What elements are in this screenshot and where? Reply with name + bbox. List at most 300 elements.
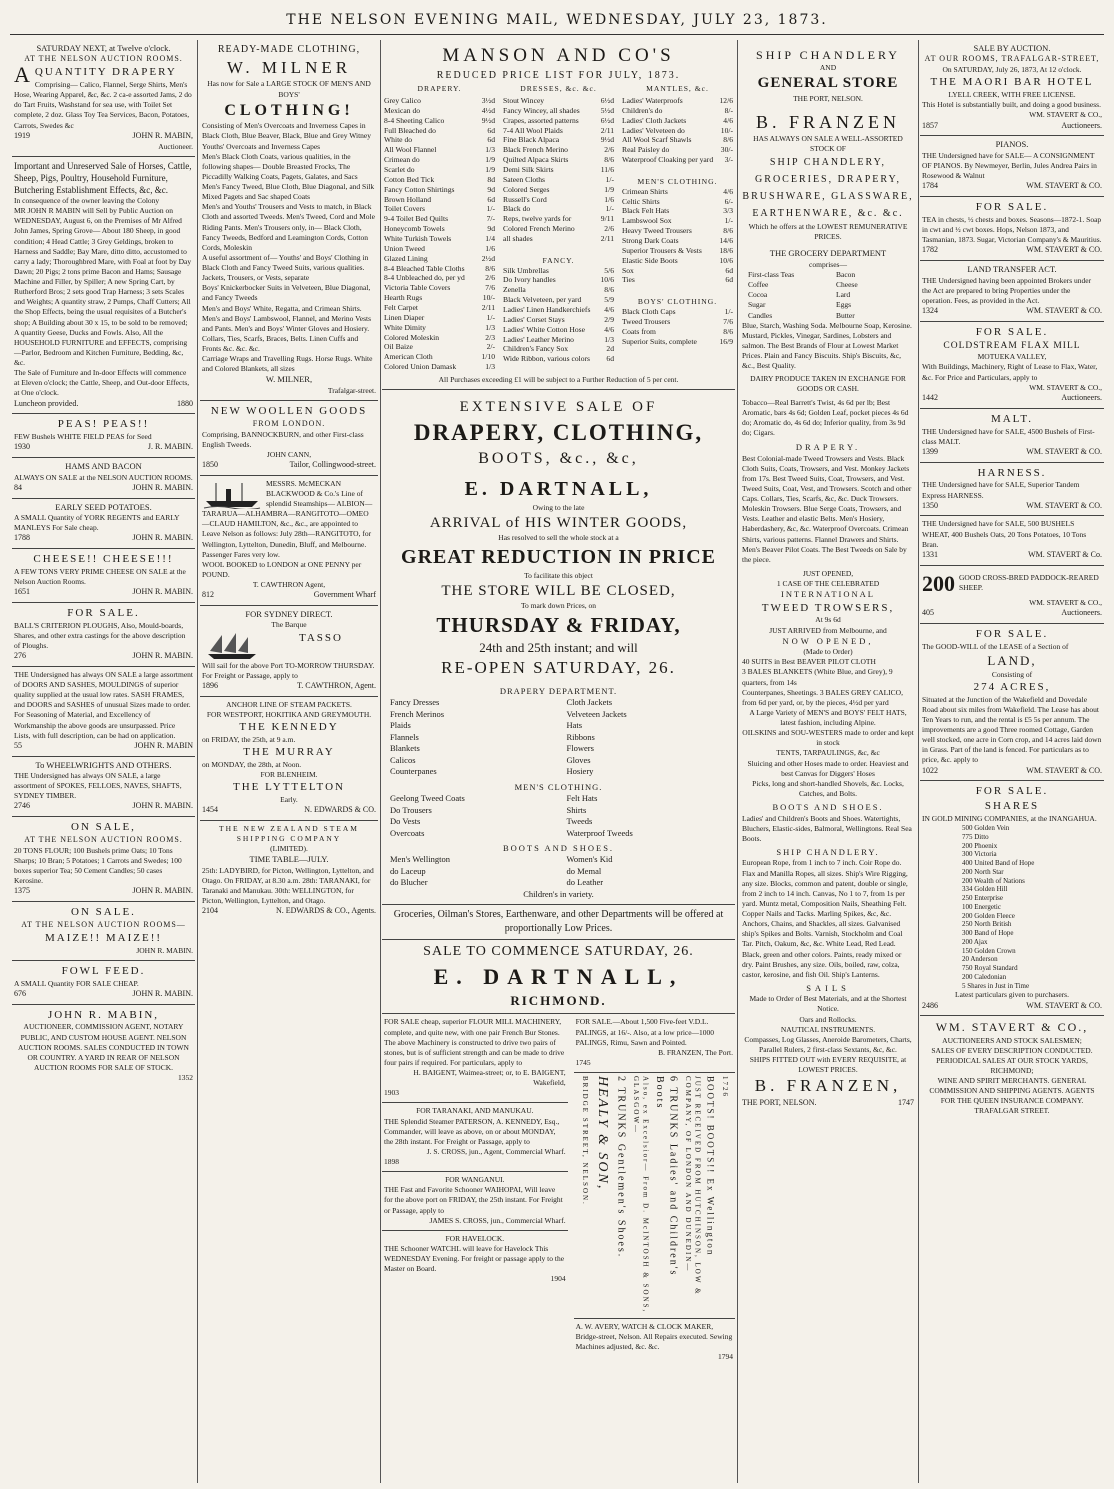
price-row (503, 126, 614, 136)
ad-title: TASSO (299, 631, 343, 644)
list-item: 150 Golden Crown (962, 946, 1016, 955)
ad-heading: FOR SALE. (975, 785, 1049, 798)
ad-text: The GOOD-WILL of the LEASE of a Section of (922, 642, 1069, 652)
ad-heading: FOR TARANAKI, AND MANUKAU. (416, 1106, 534, 1116)
price-item: 7-4 All Wool Plaids (503, 125, 563, 135)
list-item: Felt Hats (566, 793, 598, 804)
price-item: Lambswool Sox (622, 216, 672, 226)
ad-text: Made to Order of Best Materials, and at the Shortest Notice. (749, 994, 907, 1014)
ad-heading: EXTENSIVE SALE OF (459, 399, 658, 416)
ad-number: 1930 (14, 442, 30, 452)
price-value: 3/3 (723, 206, 733, 216)
ad-text: Groceries, Oilman's Stores, Earthenware, and other Departments will be offered at proportionally Low Prices. (393, 909, 724, 934)
ad-signature: WM. STAVERT & CO. (1026, 1000, 1102, 1010)
price-item: Stout Wincey (503, 96, 545, 105)
price-item: Hearth Rugs (384, 293, 423, 303)
merchant-name: HEALY & SON, (595, 1076, 611, 1191)
ad-number: 1784 (922, 181, 938, 191)
ad-heading: FOR SYDNEY DIRECT. (245, 608, 333, 619)
price-item: 8-4 Bleached Table Cloths (384, 263, 465, 273)
list-item: Gloves (566, 754, 591, 765)
price-value: 8/6 (723, 135, 733, 145)
ad-maori-bar-hotel (920, 40, 1104, 136)
ad-heading: CHEESE!! CHEESE!!! (33, 553, 174, 566)
dept-heading: DRAPERY DEPARTMENT. (499, 685, 618, 696)
ad-wanganui (382, 1172, 568, 1231)
price-row (622, 297, 733, 307)
price-row (384, 204, 495, 214)
ad-body: Blue, Starch, Washing Soda. Melbourne Soap, Kerosine. Mustard, Pickles, Vinegar, Sardines, Lobsters and salmon. The Best Brands of Flour at Lowest Market Prices. Plain and Fancy Biscuits. Ship's Biscuits, &c, &c., Best Quality. (742, 320, 912, 371)
dept-heading: JUST OPENED, (802, 568, 854, 578)
price-item: Black do (503, 204, 531, 214)
column-rule (737, 40, 738, 1483)
list-item: Waterproof Tweeds (566, 827, 633, 838)
dept-heading: SHIP CHANDLERY. (776, 846, 880, 857)
ad-highlight: RE-OPEN SATURDAY, 26. (441, 657, 676, 677)
price-item: Elastic Side Boots (622, 255, 678, 265)
ad-ploughs (12, 603, 195, 667)
drop-cap: A (14, 62, 32, 88)
ad-text: 24th and 25th instant; and will (479, 640, 638, 656)
ad-number: 405 (922, 608, 934, 618)
ad-havelock (382, 1231, 568, 1289)
price-row (622, 256, 733, 266)
price-value: 1/6 (485, 243, 495, 253)
ad-harness (920, 463, 1104, 517)
column-rule (380, 40, 381, 1483)
ad-address: Government Wharf (313, 590, 376, 600)
ad-on-sale-flour (12, 817, 195, 902)
ad-heading: LAND TRANSFER ACT. (967, 264, 1057, 275)
ad-number: 1794 (717, 1352, 733, 1362)
price-row (503, 335, 614, 345)
ad-number: 1375 (14, 886, 30, 896)
list-item: 200 Golden Fleece (962, 911, 1015, 920)
ad-body: Men's and Youths' Trousers and Vests to match, in Black Cloth and assorted Tweeds. Men's Tweed, Cord and Mole Riding Pants. Men's Trousers only, in— Black Cloth, Fancy Tweeds, Bedford and Leamington Cords, Cotton Cords, Moleskin (202, 202, 375, 252)
ad-number: 2104 (202, 906, 218, 916)
list-item: do Leather (566, 877, 604, 888)
price-value: 8/6 (723, 326, 733, 336)
ship-name: THE MURRAY (243, 745, 335, 758)
price-value: 1/- (724, 307, 733, 317)
ad-title: QUANTITY DRAPERY (34, 66, 177, 79)
price-item: Ladies' Linen Handkerchiefs (503, 305, 591, 315)
price-value: 1/9 (485, 165, 495, 175)
price-value: 4/6 (723, 115, 733, 125)
ad-subheading: AT THE NELSON AUCTION ROOMS. (24, 835, 183, 845)
price-row (503, 224, 614, 234)
ad-address: BRIDGE STREET, NELSON. (581, 1076, 590, 1206)
ad-highlight: THE STORE WILL BE CLOSED, (441, 582, 676, 599)
price-item: Fancy Cotton Shirtings (384, 184, 455, 194)
price-item: Children's do (622, 105, 663, 115)
price-row (622, 106, 733, 116)
merchant-name: E. DARTNALL, (433, 964, 684, 990)
masthead-rule (10, 34, 1104, 35)
list-item: Plaids (390, 720, 411, 731)
ad-address: THE PORT, NELSON. (793, 93, 863, 103)
price-row (503, 175, 614, 185)
ad-number: 1919 (14, 130, 30, 140)
ad-heading: FOR SALE. (975, 628, 1049, 641)
ad-palings (574, 1014, 735, 1073)
price-item: Demi Silk Skirts (503, 165, 554, 175)
column-rule (918, 40, 919, 1483)
ad-text: Which he offers at the LOWEST REMUNERATIVE PRICES. (748, 222, 908, 242)
price-item: MEN'S CLOTHING. (637, 176, 718, 186)
ad-subheading: AT THE NELSON AUCTION ROOMS— (21, 920, 186, 930)
price-row (622, 187, 733, 197)
ad-number: 1880 (177, 398, 193, 408)
price-item: Grey Calico (384, 96, 421, 105)
ad-body: THE Undersigned has always ON SALE a large assortment of DOORS AND SASHES, MOULDINGS of superior quality supplied at the usual low rates. SASH FRAMES, and DOORS and SASHES of unusual Sizes made to order. For Seasoning of Material, and Excellency of Workmanship the above goods are unsurpassed. Price Lists, with full description, can be had on application. (14, 669, 193, 740)
price-row (503, 135, 614, 145)
price-value: 2/11 (600, 125, 614, 135)
price-row (384, 195, 495, 205)
price-row (384, 106, 495, 116)
price-row (384, 264, 495, 274)
price-item: Colored French Merino (503, 224, 575, 234)
price-value: 12/6 (719, 96, 733, 105)
ad-body: WINE AND SPIRIT MERCHANTS. GENERAL COMMISSION AND SHIPPING AGENTS. AGENTS FOR THE QUEEN INSURANCE COMPANY. (929, 1076, 1095, 1106)
ad-signature: WM. STAVERT & CO. (1026, 181, 1102, 191)
price-row (503, 244, 614, 254)
price-row (622, 226, 733, 236)
price-value: 1/3 (485, 145, 495, 155)
ad-subheading: (LIMITED). (270, 843, 308, 853)
price-item: Ladies' Leather Merino (503, 334, 574, 344)
ad-body: European Rope, from 1 inch to 7 inch. Coir Rope do. Flax and Manilla Ropes, all sizes. Ship's Wire Rigging, any size. Blocks, common and patent, double or single, from 2 inch to 14 inch. Canvas, No 1 to 7, from 1s per yard. Muntz metal, Composition Nails, Sheathing Felt. Copper Nails and Tacks. Marling Spikes, &c, &c. Anchors, Chains, and Shackles, all sizes. Galvanised ship's Spikes and Bolts. Varnish, Stockholm and Coal Tar. Pitch, Oakum, &c, &c. White Lead, Red Lead. Black, green and other colors. Paints, ready mixed or dry. Paint Brushes, any size. Oils, boiled, raw, colza, castor, kerosine, and fish Oil. Ship's Lanterns. (742, 858, 908, 979)
ad-heading: PIANOS. (995, 139, 1029, 150)
price-item: Fancy Wincey, all shades (503, 105, 580, 115)
ad-heading: FOR SALE. (975, 201, 1049, 214)
ad-cheese (12, 549, 195, 603)
price-row (622, 126, 733, 136)
ad-subheading: FOR BLENHEIM. (260, 769, 318, 779)
ship-departure: on FRIDAY, the 25th, at 9 a.m. (202, 734, 296, 744)
ad-quantity: 200 (922, 570, 955, 596)
mens-clothing-list (384, 793, 733, 839)
price-item: Colored Moleskin (384, 332, 440, 342)
ad-signature: J. R. MABIN. (147, 442, 193, 452)
list-item: Do Vests (390, 816, 421, 827)
price-row (503, 165, 614, 175)
ad-body: A FEW TONS VERY PRIME CHEESE ON SALE at the Nelson Auction Rooms. (14, 566, 186, 587)
ad-heading: MALT. (990, 412, 1034, 425)
ad-hams (12, 458, 195, 498)
price-value: 5½d (600, 105, 614, 115)
price-row (622, 155, 733, 165)
ad-body: TEA in chests, ½ chests and boxes. Seasons—1872-1. Soap in cwt and ½ cwt boxes. Hops, Nelson 1873, and Tasmanian, 1873. Sugar, Victorian Company's & Mauritius. (922, 214, 1102, 245)
ad-signature: W. MILNER, (265, 374, 313, 385)
ad-number: 1350 (922, 500, 938, 510)
price-item: Crapes, assorted patterns (503, 115, 579, 125)
list-item: 300 Victoria (962, 850, 997, 859)
ad-text: To mark down Prices, on (520, 600, 597, 610)
masthead: THE NELSON EVENING MAIL, WEDNESDAY, JULY 23, 1873. (286, 12, 828, 28)
ad-flax-mill (920, 322, 1104, 409)
ad-signature: N. EDWARDS & CO. (304, 804, 376, 814)
ad-pianos (920, 136, 1104, 197)
ad-title: GENERAL STORE (757, 75, 899, 92)
price-row (622, 165, 733, 175)
price-item: Fine Black Alpaca (503, 135, 560, 145)
ad-body: Men's Black Cloth Coats, various qualities, in the following shapes— Double Breasted Frocks, The Piccadilly Walking Coats, Pagets, Galates, and Sacs (202, 151, 358, 181)
list-item: Blankets (390, 743, 420, 754)
price-row (622, 197, 733, 207)
ad-body: FOR SALE cheap, superior FLOUR MILL MACHINERY, complete, and quite new, with one pair French Bur Stones. The above Machinery is constructed to drive two pairs of stones, but is of sufficient strength and can be made to drive four pairs if required. For particulars, apply to (384, 1017, 565, 1067)
ad-franzen-store (740, 40, 916, 1113)
price-row (384, 333, 495, 343)
list-item: 200 Ajax (962, 937, 988, 946)
list-item: Sugar (748, 300, 766, 310)
list-item: 20 Anderson (962, 955, 998, 964)
price-row (384, 145, 495, 155)
ad-subheading: In consequence of the owner leaving the Colony (14, 196, 160, 206)
list-item: Candles (748, 310, 773, 320)
price-item (622, 285, 624, 295)
price-item: Sateen Cloths (503, 174, 545, 184)
ad-note: DAIRY PRODUCE TAKEN IN EXCHANGE FOR GOODS OR CASH. (750, 374, 906, 394)
ad-body: ALWAYS ON SALE at the NELSON AUCTION ROOMS. (14, 472, 193, 482)
list-item: Bacon (836, 270, 856, 280)
price-item: 8-4 Unbleached do, per yd (384, 273, 465, 283)
ad-number: 1331 (922, 549, 938, 559)
price-column-heading: DRAPERY. (417, 84, 462, 94)
ad-wheelwrights (12, 757, 195, 818)
ad-text: 40 SUITS in Best BEAVER PILOT CLOTH (742, 657, 876, 667)
price-row (384, 303, 495, 313)
ad-dartnall-sale (382, 390, 735, 905)
list-item: Tweeds (566, 816, 593, 827)
list-item: Overcoats (390, 827, 425, 838)
price-value: 16/9 (719, 336, 733, 346)
list-item: 5 Shares in Just in Time (962, 981, 1030, 990)
price-value: 6d (606, 354, 614, 364)
ad-signature: WM. STAVERT & CO. (1026, 446, 1102, 456)
price-value: 6d (725, 275, 733, 285)
list-item: Eggs (836, 300, 851, 310)
ad-number: 1850 (202, 460, 218, 470)
dept-heading: MEN'S CLOTHING. (514, 781, 603, 792)
list-item: Butter (836, 310, 855, 320)
ad-text: Owing to the late (532, 503, 585, 513)
price-item: Linen Diaper (384, 312, 425, 322)
list-item: 200 Caledonian (962, 972, 1007, 981)
ad-heading: JOHN R. MABIN, (47, 1008, 160, 1021)
price-value: 9d (487, 184, 495, 194)
ad-title: THE MAORI BAR HOTEL (930, 76, 1094, 89)
ad-milner-clothing (200, 40, 378, 401)
price-item: Glazed Lining (384, 253, 428, 263)
price-value: 2/3 (485, 332, 495, 342)
price-value: 2/9 (604, 314, 614, 324)
ad-body: THE Undersigned have for SALE— A CONSIGNMENT OF PIANOS. By Newmeyer, Berlin, Jules Andrea Pairs in Rosewood & Walnut (922, 150, 1097, 181)
price-item: Mexican do (384, 105, 421, 115)
list-item: French Merinos (390, 708, 445, 719)
ad-flour-mill (382, 1014, 568, 1103)
ad-text: OILSKINS and SOU-WESTERS made to order and kept in stock (742, 728, 914, 748)
price-value: 10/6 (719, 255, 733, 265)
ad-heading: SHIP CHANDLERY (756, 48, 900, 62)
ad-body: A SMALL Quantity of YORK REGENTS and EARLY MANLEYS For Sale cheap. (14, 513, 180, 533)
price-item: Ladies' Waterproofs (622, 96, 683, 105)
price-value: 3/- (724, 155, 733, 165)
price-value: 6d (487, 125, 495, 135)
price-row (384, 155, 495, 165)
steamship-illustration (202, 479, 262, 509)
ad-heading: SALE BY AUCTION. (973, 43, 1051, 53)
price-value: 9½d (481, 115, 495, 125)
ad-number: 1324 (922, 305, 938, 315)
price-value: 14/6 (719, 236, 733, 246)
price-row (622, 337, 733, 347)
list-item: Ribbons (566, 731, 595, 742)
price-value: 8/- (724, 105, 733, 115)
price-item: Real Paisley do (622, 145, 670, 155)
ad-number: 55 (14, 740, 22, 750)
ad-heading: FOR WANGANUI. (445, 1175, 505, 1185)
price-value: 7/6 (485, 283, 495, 293)
ad-signature: JAMES S. CROSS, jun., Commercial Wharf. (429, 1215, 566, 1225)
list-left (390, 697, 557, 777)
price-row (503, 344, 614, 354)
ad-subheading: AT THE NELSON AUCTION ROOMS. (24, 54, 183, 64)
price-item: Zenella (503, 285, 526, 295)
price-value: 1/9 (485, 155, 495, 165)
ad-title-2: CLOTHING! (224, 101, 354, 119)
price-column-heading: MANTLES, &c. (646, 84, 709, 94)
list-item: Men's Wellington (390, 854, 450, 865)
ad-body: Consisting of Men's Overcoats and Inverness Capes in Black Cloth, Blue Beaver, Black, Blue and Grey Witney (202, 121, 372, 141)
ad-number: 1442 (922, 392, 938, 402)
list-item: Do Trousers (390, 804, 432, 815)
ad-address: Trafalgar-street. (327, 385, 376, 395)
ad-number: 1454 (202, 804, 218, 814)
ad-heading: ANCHOR LINE OF STEAM PACKETS. (226, 699, 352, 709)
ad-body: SALES OF EVERY DESCRIPTION CONDUCTED. PERIODICAL SALES AT OUR STOCK YARDS, RICHMOND; (931, 1045, 1093, 1075)
list-right (567, 697, 734, 777)
column-5 (920, 40, 1104, 1483)
list-item: Velveteen Jackets (566, 708, 627, 719)
ad-subheading: FOR WESTPORT, HOKITIKA AND GREYMOUTH. (206, 709, 372, 719)
ad-dartnall-groceries (382, 905, 735, 940)
list-item: 750 Royal Standard (962, 964, 1018, 973)
list-item: 775 Ditto (962, 832, 989, 841)
ad-maize (12, 902, 195, 961)
price-row (503, 96, 614, 106)
ad-heading: NEW WOOLLEN GOODS (210, 405, 368, 417)
price-row (384, 293, 495, 303)
ad-drapery-auction (12, 40, 195, 157)
price-item: Victoria Table Covers (384, 283, 451, 293)
price-item: Oil Baize (384, 342, 413, 352)
ad-body: Comprising, BANNOCKBURN, and other First-class English Tweeds. (202, 429, 364, 449)
price-value: 1/- (486, 204, 495, 214)
ad-signature: JOHN CANN, (266, 449, 312, 459)
ad-signature: WM. STAVERT & CO. (1026, 245, 1102, 255)
price-row (384, 323, 495, 333)
price-item: Superior Suits, complete (622, 336, 697, 346)
price-item: White do (384, 135, 413, 145)
list-item: 100 Energetic (962, 902, 1001, 911)
ad-date: On SATURDAY, July 26, 1873, At 12 o'clock. (942, 65, 1082, 75)
ad-avery (574, 1319, 735, 1367)
ad-body: 20 TONS FLOUR; 100 Bushels prime Oats; 10 Tons Sharps; 10 Bran; 5 Potatoes; 1 Carrots and Swedes; 100 boxes superior Tea; 50 Cement Candles; 50 cases Kerosine. (14, 845, 182, 886)
price-item: White Dimity (384, 322, 426, 332)
ad-body: BALL'S CRITERION PLOUGHS, Also, Mould-boards, Shares, and other extra castings for the above description of Ploughs. (14, 620, 186, 651)
ad-title: TIME TABLE—JULY. (249, 854, 329, 865)
price-item: American Cloth (384, 352, 433, 362)
ad-heading: SATURDAY NEXT, at Twelve o'clock. (36, 43, 171, 53)
price-row (622, 275, 733, 285)
list-item: 200 Wealth of Nations (962, 876, 1025, 885)
ad-address: TRAFALGAR STREET. (974, 1106, 1050, 1116)
list-item: 250 Enterprise (962, 894, 1004, 903)
price-row (503, 305, 614, 315)
ad-highlight: GREAT REDUCTION IN PRICE (401, 545, 716, 568)
price-row (384, 135, 495, 145)
price-row (503, 195, 614, 205)
ad-signature: WM. STAVERT & CO., (1029, 598, 1102, 608)
price-row (384, 214, 495, 224)
ad-text: Oars and Rollocks. (799, 1014, 857, 1024)
ad-text: JUST ARRIVED from Melbourne, and (769, 625, 887, 635)
ad-title: SHARES (984, 800, 1040, 813)
list-right (567, 793, 734, 839)
list-item: 200 Phoenix (962, 841, 998, 850)
ad-fowl-feed (12, 961, 195, 1005)
ad-signature: WM. STAVERT & CO. (1026, 305, 1102, 315)
price-list-table (384, 82, 733, 372)
ad-number: 1857 (922, 120, 938, 130)
ad-text: HAS ALWAYS ON SALE A WELL-ASSORTED STOCK OF (753, 133, 903, 154)
price-row (622, 145, 733, 155)
price-item: Crimean do (384, 155, 420, 165)
ad-number: 2746 (14, 801, 30, 811)
price-value: 8/6 (604, 285, 614, 295)
dept-heading: BOOTS AND SHOES. (772, 802, 884, 813)
price-row (503, 155, 614, 165)
price-row (622, 135, 733, 145)
ad-heading: THE NEW ZEALAND STEAM SHIPPING COMPANY (219, 823, 359, 843)
ad-note: Latest particulars given to purchasers. (955, 990, 1069, 1000)
price-row (384, 116, 495, 126)
price-row (503, 185, 614, 195)
price-value: 1/- (605, 174, 614, 184)
ad-categories: SHIP CHANDLERY, GROCERIES, DRAPERY, BRUSHWARE, GLASSWARE, EARTHENWARE, &c. &c. (742, 157, 914, 220)
ad-heading: EARLY SEED POTATOES. (55, 501, 152, 512)
ad-highlight: THURSDAY & FRIDAY, (436, 613, 681, 638)
list-item: do Laceup (390, 865, 426, 876)
ad-text: INTERNATIONAL (781, 589, 875, 600)
price-value: 2½d (481, 253, 495, 263)
ad-malt (920, 409, 1104, 463)
ad-signature: JOHN R. MABIN. (132, 587, 193, 597)
ad-number: 676 (14, 988, 26, 998)
price-row (503, 214, 614, 224)
price-value: 7/- (486, 214, 495, 224)
price-column-heading: DRESSES, &c. &c. (520, 84, 597, 94)
column-rule (197, 40, 198, 1483)
price-value: 8/6 (723, 226, 733, 236)
ad-sheep (920, 566, 1104, 625)
ad-body: Men's and Boys' White, Regatta, and Crimean Shirts. Men's and Boys' Lambswool, Flannel, and Merino Vests and Pants. Men's and Boys' Winter Gloves and Hosiery. Collars, Ties, Scarfs, Braces, Belts. Linen Cuffs and Fronts &c. &c. &c. (202, 303, 372, 354)
list-item: Geelong Tweed Coats (390, 793, 465, 804)
ad-body: THE Fast and Favorite Schooner WAIHOPAI, Will leave for the above port on FRIDAY, the 25th instant. For Freight or Passage, apply to (384, 1185, 563, 1215)
price-value: 4/6 (604, 305, 614, 315)
ad-text: comprises— (809, 259, 847, 269)
